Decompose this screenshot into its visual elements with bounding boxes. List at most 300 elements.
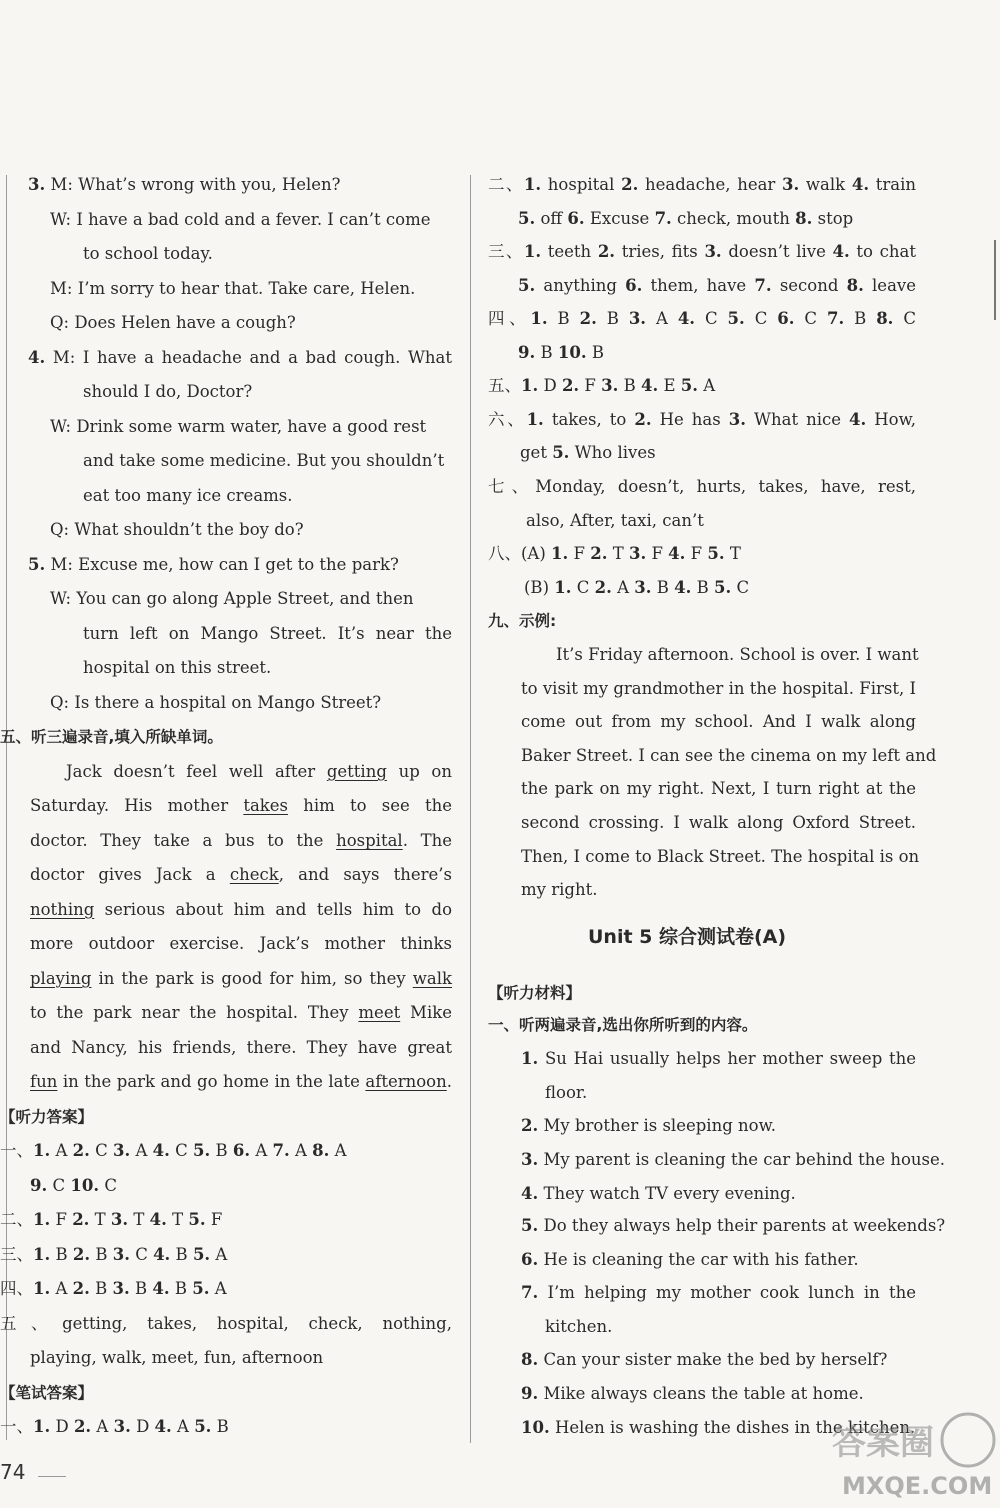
item-number: 1. <box>33 1417 51 1436</box>
text-run: C <box>47 1176 71 1195</box>
text-run: 九、示例: <box>488 612 557 630</box>
text-run: hospital <box>541 175 622 194</box>
item-number: 8. <box>846 276 864 295</box>
text-run: C <box>169 1141 193 1160</box>
right-line <box>526 504 704 538</box>
left-line <box>50 513 304 547</box>
text-run: him to see the <box>288 796 452 815</box>
item-number: 5. <box>521 1216 539 1235</box>
text-run: hospital on this street. <box>83 658 272 677</box>
right-line <box>518 336 604 370</box>
item-number: 2. <box>597 242 616 261</box>
text-run: my right. <box>521 880 598 899</box>
right-line <box>521 806 916 840</box>
text-run: A <box>91 1417 114 1436</box>
text-run: get <box>520 443 553 462</box>
item-number: 2. <box>72 1210 90 1229</box>
text-run: Baker Street. I can see the cinema on my left and <box>521 746 937 765</box>
item-number: 4. <box>28 348 46 367</box>
item-number: 3. <box>113 1141 131 1160</box>
text-run: W: You can go along Apple Street, and then <box>50 589 414 608</box>
text-run: F <box>568 544 591 563</box>
item-number: 3. <box>634 578 652 597</box>
left-line <box>50 203 430 237</box>
text-run: They watch TV every evening. <box>538 1184 796 1203</box>
item-number: 3. <box>112 1279 130 1298</box>
item-number: 2. <box>594 578 612 597</box>
text-run: in the park and go home in the late <box>57 1072 366 1091</box>
answer-word: takes <box>243 796 289 815</box>
right-line <box>545 1310 612 1344</box>
item-number: 6. <box>232 1141 251 1160</box>
answer-word: meet <box>358 1003 401 1022</box>
text-run: B <box>651 578 675 597</box>
text-run: 一、 <box>0 1141 33 1160</box>
text-run: B <box>211 1417 229 1436</box>
item-number: 3. <box>628 309 647 328</box>
text-run: E <box>658 376 681 395</box>
right-line <box>488 604 556 638</box>
item-number: 1. <box>33 1245 51 1264</box>
left-line <box>30 927 452 961</box>
left-line <box>30 996 452 1030</box>
item-number: 3. <box>628 544 647 563</box>
text-run: 六、 <box>488 410 527 429</box>
text-run: , and says there’s <box>278 865 452 884</box>
text-run: A <box>289 1141 313 1160</box>
left-line <box>30 962 452 996</box>
item-number: 3. <box>728 410 746 429</box>
left-line <box>83 237 213 271</box>
page-number-rule <box>38 1476 66 1477</box>
text-run: . <box>446 1072 452 1091</box>
text-run: check, mouth <box>671 209 796 228</box>
left-line <box>0 1238 227 1272</box>
text-run: C <box>695 309 728 328</box>
text-run: C <box>129 1245 154 1264</box>
text-run: B <box>210 1141 233 1160</box>
text-run: My brother is sleeping now. <box>538 1116 776 1135</box>
item-number: 5. <box>713 578 732 597</box>
text-run: C <box>794 309 827 328</box>
right-line <box>545 1076 587 1110</box>
text-run: B <box>547 309 580 328</box>
right-line <box>521 1177 796 1211</box>
text-run: the park on my right. Next, I turn right at the <box>521 779 916 798</box>
right-line <box>488 235 916 269</box>
right-line <box>521 672 916 706</box>
item-number: 4. <box>849 410 867 429</box>
text-run: It’s Friday afternoon. School is over. I want <box>556 645 919 664</box>
item-number: 2. <box>72 1279 90 1298</box>
right-line <box>521 840 920 874</box>
text-run: 三、 <box>488 242 524 261</box>
answer-word: getting <box>326 762 387 781</box>
item-number: 9. <box>521 1384 539 1403</box>
text-run: 一、 <box>0 1417 33 1436</box>
item-number: 6. <box>777 309 795 328</box>
text-run: tries, fits <box>615 242 705 261</box>
item-number: 4. <box>152 1279 170 1298</box>
text-run: F <box>205 1210 223 1229</box>
right-edge-mark <box>994 240 996 320</box>
left-line <box>50 686 381 720</box>
text-run: Mike <box>400 1003 452 1022</box>
text-run: B <box>169 1279 193 1298</box>
text-run: Su Hai usually helps her mother sweep the <box>538 1049 916 1068</box>
left-line <box>0 1272 227 1306</box>
item-number: 9. <box>518 343 536 362</box>
answer-word: afternoon <box>365 1072 447 1091</box>
text-run: F <box>646 544 669 563</box>
text-run: come out from my school. And I walk along <box>521 712 916 731</box>
text-run: A <box>50 1279 73 1298</box>
text-run: walk <box>799 175 852 194</box>
right-line <box>521 739 937 773</box>
text-run: kitchen. <box>545 1317 613 1336</box>
right-line <box>488 369 715 403</box>
text-run: B <box>618 376 641 395</box>
item-number: 1. <box>523 242 542 261</box>
text-run: should I do, Doctor? <box>83 382 253 401</box>
watermark-graphic <box>818 1404 998 1504</box>
right-line <box>521 772 916 806</box>
left-line <box>50 272 415 306</box>
text-run: 七、Monday, doesn’t, hurts, takes, have, rest, <box>488 477 916 496</box>
item-number: 3. <box>113 1417 131 1436</box>
item-number: 2. <box>521 1116 539 1135</box>
item-number: 4. <box>152 1141 170 1160</box>
right-line <box>520 436 656 470</box>
text-run: C <box>893 309 916 328</box>
item-number: 2. <box>73 1417 92 1436</box>
right-line <box>521 1209 945 1243</box>
answer-word: hospital <box>336 831 403 850</box>
right-line <box>488 168 916 202</box>
right-line <box>488 537 741 571</box>
item-number: 5. <box>518 209 536 228</box>
text-run: playing, walk, meet, fun, afternoon <box>30 1348 324 1367</box>
left-line <box>28 168 341 202</box>
text-run: doesn’t live <box>721 242 833 261</box>
text-run: up on <box>386 762 452 781</box>
item-number: 2. <box>634 410 652 429</box>
answer-word: walk <box>412 969 452 988</box>
left-line <box>83 617 452 651</box>
text-run: T <box>128 1210 150 1229</box>
text-run: 一、听两遍录音,选出你所听到的内容。 <box>488 1016 758 1034</box>
text-run: Then, I come to Black Street. The hospital is on <box>521 847 920 866</box>
text-run: 五、 <box>488 376 521 395</box>
left-line <box>30 858 452 892</box>
right-line <box>521 1143 945 1177</box>
text-run: M: Excuse me, how can I get to the park? <box>45 555 399 574</box>
watermark-url: MXQE.COM <box>842 1472 993 1500</box>
text-run: also, After, taxi, can’t <box>526 511 704 530</box>
item-number: 2. <box>621 175 639 194</box>
text-run: 八、(A) <box>488 544 552 563</box>
text-run: to visit my grandmother in the hospital. First, I <box>521 679 916 698</box>
text-run: M: I have a headache and a bad cough. What <box>45 348 452 367</box>
right-line <box>521 1276 916 1310</box>
text-run: A <box>130 1141 153 1160</box>
item-number: 2. <box>561 376 580 395</box>
item-number: 7. <box>826 309 845 328</box>
right-line <box>524 571 749 605</box>
answer-word: playing <box>30 969 92 988</box>
text-run: Can your sister make the bed by herself? <box>538 1350 888 1369</box>
left-line <box>0 1100 93 1134</box>
text-run: Unit 5 综合测试卷(A) <box>588 926 787 948</box>
text-run: train <box>869 175 917 194</box>
text-run: second crossing. I walk along Oxford Street. <box>521 813 916 832</box>
text-run: stop <box>812 209 854 228</box>
item-number: 3. <box>601 376 619 395</box>
item-number: 5. <box>188 1210 206 1229</box>
left-line <box>30 893 452 927</box>
text-run: 四、 <box>0 1279 33 1298</box>
text-run: Who lives <box>569 443 656 462</box>
text-run: eat too many ice creams. <box>83 486 293 505</box>
right-line <box>488 1008 757 1042</box>
text-run: Do they always help their parents at weekends? <box>538 1216 946 1235</box>
left-line <box>30 1065 452 1099</box>
item-number: 7. <box>272 1141 290 1160</box>
text-run: D <box>538 376 562 395</box>
text-run: A <box>209 1279 227 1298</box>
text-run: 【听力答案】 <box>0 1108 94 1126</box>
item-number: 1. <box>521 376 539 395</box>
left-line <box>50 410 426 444</box>
text-run: to school today. <box>83 244 213 263</box>
text-run: off <box>535 209 568 228</box>
text-run: Excuse <box>584 209 655 228</box>
text-run: Jack doesn’t feel well after <box>66 762 327 781</box>
text-run: 【听力材料】 <box>488 984 582 1002</box>
left-line <box>30 789 452 823</box>
item-number: 2. <box>590 544 608 563</box>
item-number: 8. <box>876 309 894 328</box>
item-number: 1. <box>551 544 569 563</box>
right-line <box>521 1243 859 1277</box>
text-run: in the park is good for him, so they <box>91 969 413 988</box>
left-line <box>0 1134 347 1168</box>
text-run: B <box>596 309 629 328</box>
text-run: to the park near the hospital. They <box>30 1003 359 1022</box>
text-run: A <box>210 1245 228 1264</box>
item-number: 3. <box>110 1210 129 1229</box>
text-run: doctor gives Jack a <box>30 865 230 884</box>
item-number: 7. <box>521 1283 539 1302</box>
item-number: 1. <box>33 1141 51 1160</box>
text-run: 四、 <box>488 309 531 328</box>
right-line <box>518 269 916 303</box>
item-number: 5. <box>193 1141 211 1160</box>
text-run: T <box>89 1210 111 1229</box>
right-line <box>521 1343 887 1377</box>
text-run: A <box>329 1141 347 1160</box>
item-number: 10. <box>557 343 587 362</box>
text-run: teeth <box>541 242 598 261</box>
watermark-title: 答案圈 <box>832 1423 934 1463</box>
left-line <box>0 1307 452 1341</box>
text-run: (B) <box>524 578 555 597</box>
text-run: 【笔试答案】 <box>0 1384 94 1402</box>
item-number: 6. <box>521 1250 539 1269</box>
left-line <box>50 306 296 340</box>
item-number: 10. <box>521 1418 550 1437</box>
text-run: He is cleaning the car with his father. <box>538 1250 859 1269</box>
text-run: A <box>250 1141 273 1160</box>
text-run: takes, to <box>543 410 635 429</box>
item-number: 2. <box>579 309 597 328</box>
right-line <box>521 1042 916 1076</box>
left-line <box>30 824 452 858</box>
text-run: to chat <box>849 242 916 261</box>
right-line <box>518 202 853 236</box>
left-line <box>83 479 293 513</box>
text-run: C <box>89 1141 113 1160</box>
text-run: What nice <box>746 410 850 429</box>
item-number: 8. <box>795 209 813 228</box>
right-line <box>488 470 916 504</box>
item-number: 5. <box>28 555 46 574</box>
left-line <box>28 548 399 582</box>
text-run: T <box>607 544 629 563</box>
text-run: anything <box>535 276 626 295</box>
item-number: 7. <box>754 276 772 295</box>
item-number: 5. <box>192 1279 210 1298</box>
text-run: 二、 <box>488 175 524 194</box>
left-line <box>50 582 413 616</box>
item-number: 3. <box>521 1150 539 1169</box>
left-line <box>30 1031 452 1065</box>
right-line <box>488 976 581 1010</box>
item-number: 4. <box>668 544 686 563</box>
text-run: doctor. They take a bus to the <box>30 831 337 850</box>
left-line <box>0 1203 222 1237</box>
item-number: 3. <box>28 175 46 194</box>
text-run: B <box>170 1245 193 1264</box>
watermark-logo <box>818 1404 998 1504</box>
right-line <box>488 302 916 336</box>
item-number: 5. <box>194 1417 212 1436</box>
right-line <box>521 873 597 907</box>
text-run: B <box>691 578 714 597</box>
text-run: A <box>698 376 716 395</box>
left-line <box>83 444 444 478</box>
item-number: 10. <box>70 1176 100 1195</box>
text-run: He has <box>651 410 729 429</box>
item-number: 1. <box>33 1279 51 1298</box>
item-number: 3. <box>112 1245 130 1264</box>
item-number: 6. <box>625 276 643 295</box>
right-line <box>521 1109 776 1143</box>
item-number: 8. <box>312 1141 330 1160</box>
text-run: W: Drink some warm water, have a good rest <box>50 417 427 436</box>
text-run: B <box>90 1245 113 1264</box>
item-number: 4. <box>149 1210 167 1229</box>
item-number: 1. <box>33 1210 51 1229</box>
text-run: Helen is washing the dishes in the kitchen. <box>549 1418 916 1437</box>
answer-word: nothing <box>30 900 95 919</box>
text-run: F <box>579 376 602 395</box>
item-number: 3. <box>704 242 722 261</box>
item-number: 1. <box>530 309 548 328</box>
left-line <box>0 1376 93 1410</box>
text-run: C <box>744 309 778 328</box>
item-number: 8. <box>521 1350 539 1369</box>
item-number: 5. <box>552 443 570 462</box>
answer-word: fun <box>30 1072 58 1091</box>
item-number: 3. <box>782 175 800 194</box>
text-run: Q: Does Helen have a cough? <box>50 313 296 332</box>
right-line <box>556 638 919 672</box>
text-run: 五、听三遍录音,填入所缺单词。 <box>0 728 223 746</box>
text-run: Q: What shouldn’t the boy do? <box>50 520 304 539</box>
item-number: 6. <box>567 209 585 228</box>
column-divider <box>470 175 471 1443</box>
answer-word: check <box>229 865 279 884</box>
item-number: 4. <box>154 1417 172 1436</box>
text-run: B <box>535 343 558 362</box>
text-run: T <box>166 1210 189 1229</box>
right-line <box>521 1377 864 1411</box>
text-run: 三、 <box>0 1245 33 1264</box>
text-run: D <box>50 1417 74 1436</box>
text-run: turn left on Mango Street. It’s near the <box>83 624 452 643</box>
text-run: 五、getting, takes, hospital, check, nothing, <box>0 1314 452 1333</box>
text-run: F <box>685 544 708 563</box>
text-run: and Nancy, his friends, there. They have great <box>30 1038 452 1057</box>
text-run: them, have <box>642 276 755 295</box>
item-number: 1. <box>523 175 542 194</box>
text-run: A <box>171 1417 195 1436</box>
left-line <box>30 1169 117 1203</box>
text-run: C <box>731 578 750 597</box>
item-number: 5. <box>192 1245 211 1264</box>
item-number: 4. <box>521 1184 539 1203</box>
item-number: 4. <box>153 1245 171 1264</box>
right-line <box>588 920 786 954</box>
left-line <box>0 720 223 754</box>
item-number: 1. <box>526 410 544 429</box>
text-run: C <box>571 578 595 597</box>
text-run: B <box>129 1279 153 1298</box>
item-number: 4. <box>851 175 870 194</box>
text-run: headache, hear <box>638 175 782 194</box>
text-run: W: I have a bad cold and a fever. I can’t come <box>50 210 431 229</box>
item-number: 4. <box>832 242 850 261</box>
item-number: 2. <box>72 1141 90 1160</box>
left-line <box>83 651 271 685</box>
left-line <box>28 341 452 375</box>
text-run: T <box>724 544 741 563</box>
text-run: M: I’m sorry to hear that. Take care, Helen. <box>50 279 416 298</box>
text-run: My parent is cleaning the car behind the house. <box>538 1150 946 1169</box>
left-line <box>83 375 252 409</box>
left-line <box>30 1341 323 1375</box>
text-run: A <box>611 578 635 597</box>
item-number: 5. <box>727 309 745 328</box>
text-run: B <box>50 1245 73 1264</box>
item-number: 5. <box>518 276 536 295</box>
item-number: 4. <box>677 309 696 328</box>
text-run: I’m helping my mother cook lunch in the <box>538 1283 916 1302</box>
item-number: 5. <box>680 376 699 395</box>
text-run: A <box>646 309 678 328</box>
text-run: more outdoor exercise. Jack’s mother thinks <box>30 934 452 953</box>
